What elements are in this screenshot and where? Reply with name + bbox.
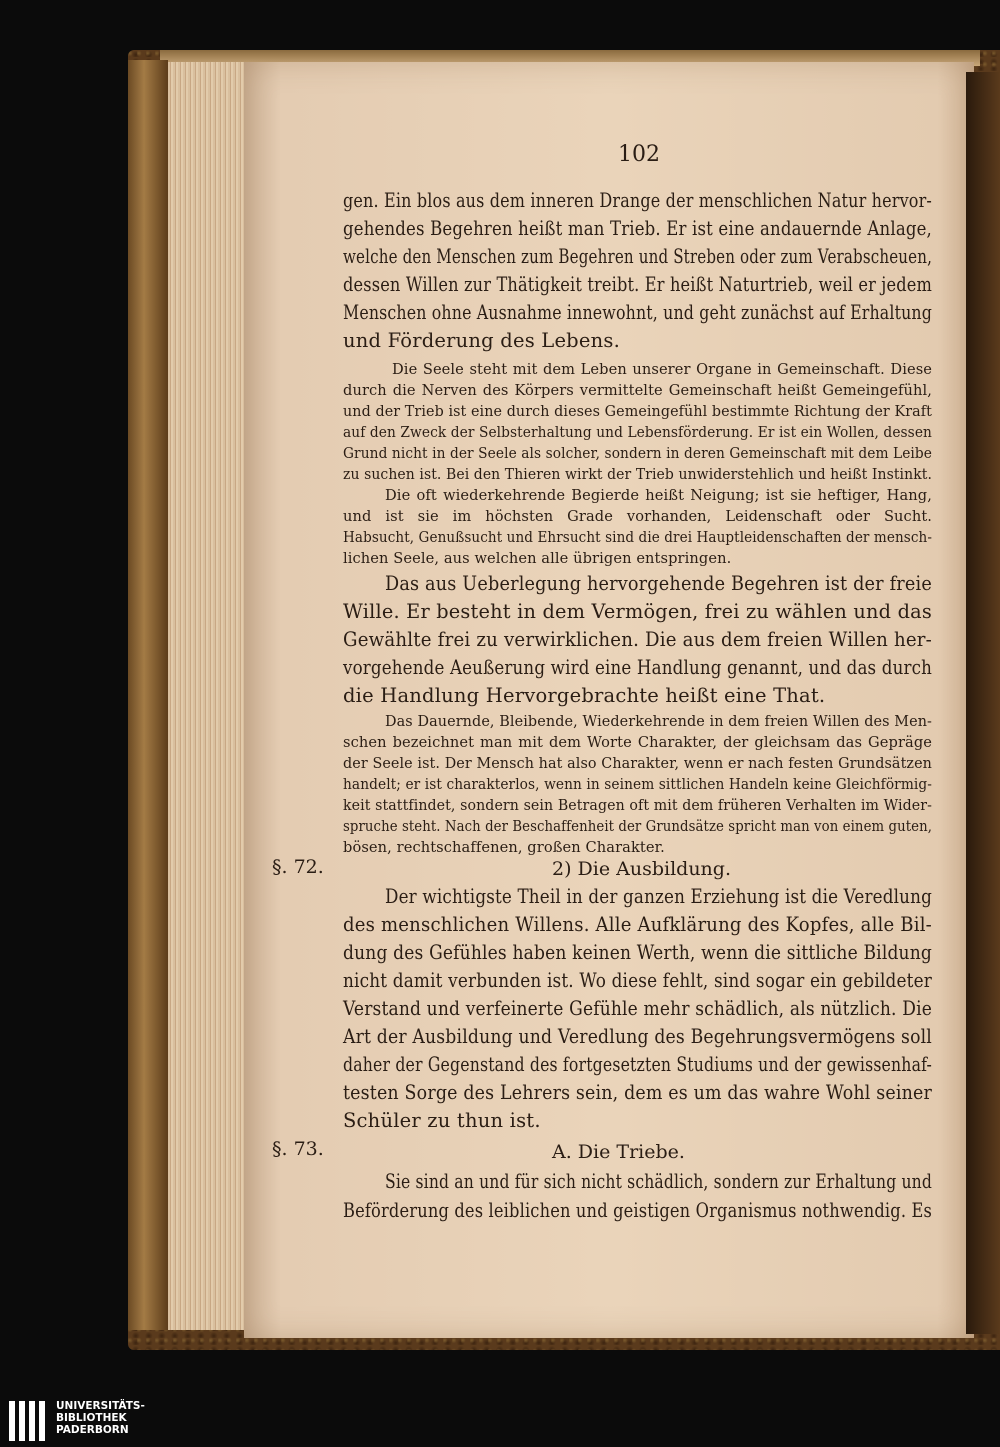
body-line: gen. Ein blos aus dem inneren Drange der menschlichen Natur hervor- bbox=[343, 189, 932, 212]
note-line: auf den Zweck der Selbsterhaltung und Lebensförderung. Er ist ein Wollen, dessen bbox=[343, 424, 932, 441]
body-line: Der wichtigste Theil in der ganzen Erziehung ist die Veredlung bbox=[385, 885, 932, 908]
note-line: der Seele ist. Der Mensch hat also Charakter, wenn er nach festen Grundsätzen bbox=[343, 755, 932, 772]
note-line: lichen Seele, aus welchen alle übrigen entspringen. bbox=[343, 550, 732, 567]
body-line: gehendes Begehren heißt man Trieb. Er ist eine andauernde Anlage, bbox=[343, 217, 932, 240]
note-line: spruche steht. Nach der Beschaffenheit der Grundsätze spricht man von einem guten, bbox=[343, 818, 933, 835]
library-logo-line: UNIVERSITÄTS- bbox=[56, 1400, 145, 1412]
body-line: nicht damit verbunden ist. Wo diese fehlt, sind sogar ein gebildeter bbox=[343, 969, 932, 992]
library-logo-icon bbox=[6, 1398, 52, 1444]
note-line: keit stattfindet, sondern sein Betragen oft mit dem früheren Verhalten im Wider- bbox=[343, 797, 932, 814]
note-line: Habsucht, Genußsucht und Ehrsucht sind die drei Hauptleidenschaften der mensch- bbox=[343, 529, 932, 546]
body-line: vorgehende Aeußerung wird eine Handlung genannt, und das durch bbox=[343, 656, 933, 679]
body-line: dessen Willen zur Thätigkeit treibt. Er heißt Naturtrieb, weil er jedem bbox=[343, 273, 932, 296]
note-line: handelt; er ist charakterlos, wenn in seinem sittlichen Handeln keine Gleichförmig- bbox=[343, 776, 933, 793]
section-heading: A. Die Triebe. bbox=[552, 1141, 685, 1163]
note-line: Die oft wiederkehrende Begierde heißt Neigung; ist sie heftiger, Hang, bbox=[385, 487, 932, 504]
body-line: testen Sorge des Lehrers sein, dem es um das wahre Wohl seiner bbox=[343, 1081, 933, 1104]
body-line: Gewählte frei zu verwirklichen. Die aus dem freien Willen her- bbox=[343, 628, 933, 651]
body-line: daher der Gegenstand des fortgesetzten Studiums und der gewissenhaf- bbox=[343, 1053, 933, 1076]
body-line: die Handlung Hervorgebrachte heißt eine That. bbox=[343, 684, 826, 707]
section-number: §. 72. bbox=[272, 856, 324, 878]
body-line: Wille. Er besteht in dem Vermögen, frei zu wählen und das bbox=[343, 600, 932, 623]
note-line: und der Trieb ist eine durch dieses Gemeingefühl bestimmte Richtung der Kraft bbox=[343, 403, 932, 420]
note-line: bösen, rechtschaffenen, großen Charakter. bbox=[343, 839, 665, 856]
note-line: und ist sie im höchsten Grade vorhanden, Leidenschaft oder Sucht. bbox=[343, 508, 933, 525]
body-line: und Förderung des Lebens. bbox=[343, 329, 620, 352]
body-line: dung des Gefühles haben keinen Werth, wenn die sittliche Bildung bbox=[343, 941, 933, 964]
note-line: Grund nicht in der Seele als solcher, sondern in deren Gemeinschaft mit dem Leibe bbox=[343, 445, 933, 462]
page-edges bbox=[168, 62, 248, 1330]
book-right-edge bbox=[966, 72, 1000, 1334]
library-logo-text bbox=[56, 1400, 145, 1436]
body-line: Menschen ohne Ausnahme innewohnt, und geht zunächst auf Erhaltung bbox=[343, 301, 933, 324]
section-number: §. 73. bbox=[272, 1138, 324, 1160]
body-line: des menschlichen Willens. Alle Aufklärung des Kopfes, alle Bil- bbox=[343, 913, 932, 936]
body-line: Schüler zu thun ist. bbox=[343, 1109, 541, 1132]
note-line: zu suchen ist. Bei den Thieren wirkt der Trieb unwiderstehlich und heißt Instinkt. bbox=[343, 466, 932, 483]
body-line: Art der Ausbildung und Veredlung des Begehrungsvermögens soll bbox=[343, 1025, 932, 1048]
library-logo-line: PADERBORN bbox=[56, 1424, 129, 1436]
book-spine bbox=[128, 60, 168, 1330]
note-line: Die Seele steht mit dem Leben unserer Organe in Gemeinschaft. Diese bbox=[392, 361, 933, 378]
body-line: Das aus Ueberlegung hervorgehende Begehren ist der freie bbox=[385, 572, 932, 595]
body-line: Verstand und verfeinerte Gefühle mehr schädlich, als nützlich. Die bbox=[343, 997, 932, 1020]
note-line: durch die Nerven des Körpers vermittelte Gemeinschaft heißt Gemeingefühl, bbox=[343, 382, 933, 399]
note-line: Das Dauernde, Bleibende, Wiederkehrende in dem freien Willen des Men- bbox=[385, 713, 933, 730]
page-number: 102 bbox=[618, 142, 660, 167]
section-heading: 2) Die Ausbildung. bbox=[552, 858, 731, 880]
body-line: welche den Menschen zum Begehren und Streben oder zum Verabscheuen, bbox=[343, 245, 933, 268]
library-logo-line: BIBLIOTHEK bbox=[56, 1412, 127, 1424]
note-line: schen bezeichnet man mit dem Worte Charakter, der gleichsam das Gepräge bbox=[343, 734, 933, 751]
body-line: Sie sind an und für sich nicht schädlich, sondern zur Erhaltung und bbox=[385, 1170, 933, 1193]
body-line: Beförderung des leiblichen und geistigen Organismus nothwendig. Es bbox=[343, 1199, 933, 1222]
